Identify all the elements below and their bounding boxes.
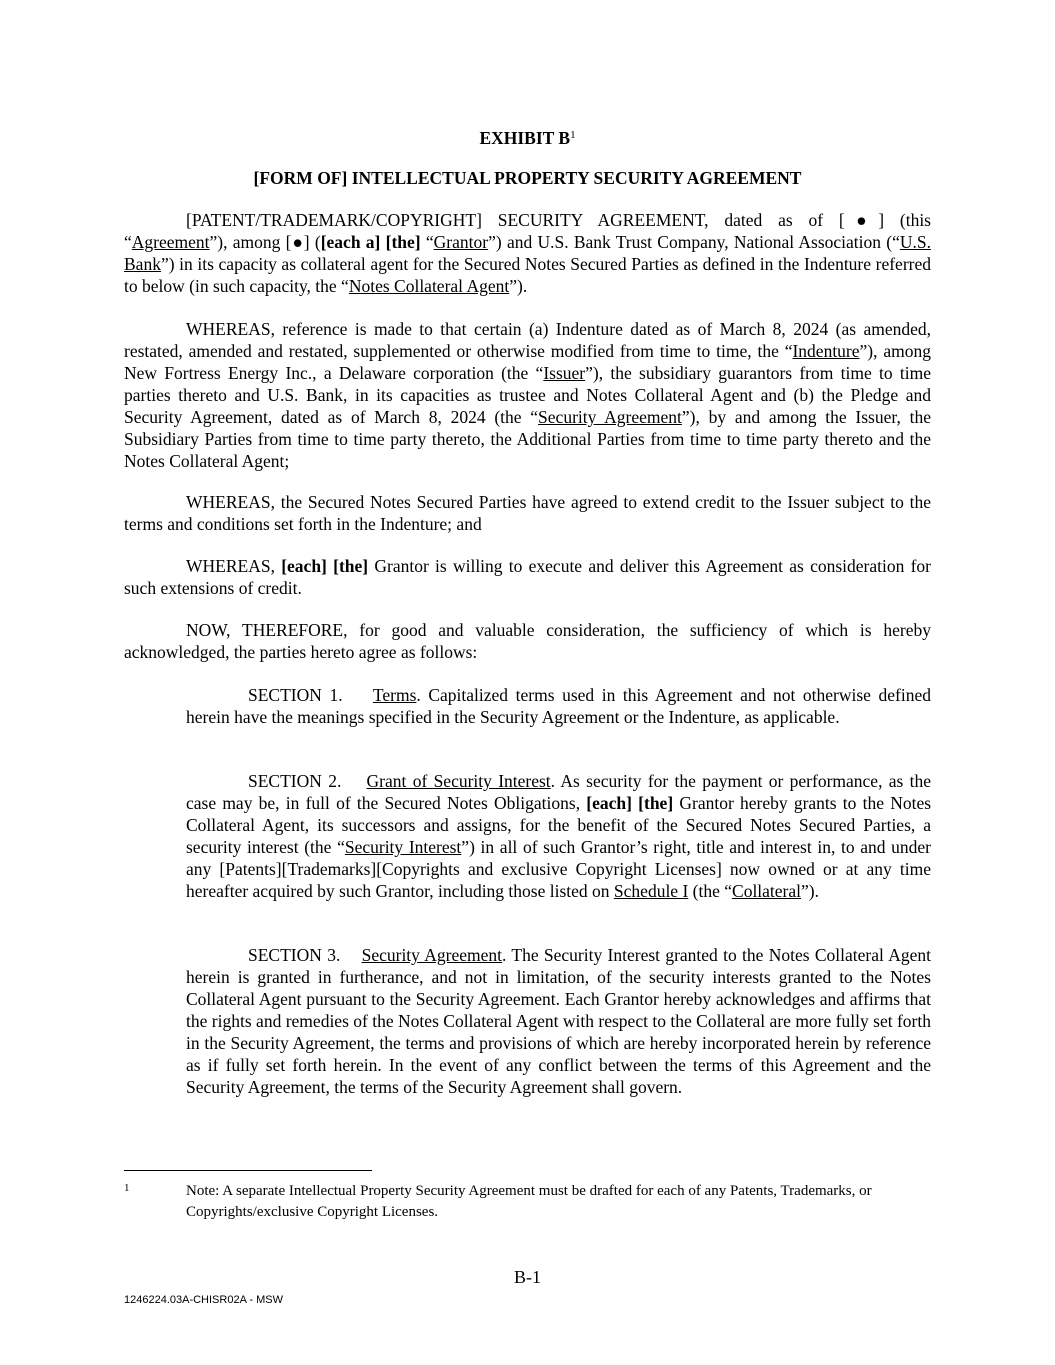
defined-term: Indenture (792, 341, 860, 361)
defined-term: Security Agreement (538, 407, 682, 427)
agreement-title: [FORM OF] INTELLECTUAL PROPERTY SECURITY AGREEMENT (253, 168, 802, 188)
document-id: 1246224.03A-CHISR02A - MSW (124, 1294, 283, 1306)
defined-term: Notes Collateral Agent (348, 276, 510, 296)
preamble-paragraph: [PATENT/TRADEMARK/COPYRIGHT] SECURITY AGREEMENT, dated as of [●] (this “Agreement”), among [●] ([each a] [the] “Grantor”) and U.S. Bank Trust Company, National Association (“U.S. Bank”) in its capacity as collateral agent for the Secured Notes Secured Parties as defined in the Indenture referred to below (in such capacity, the “Notes Collateral Agent”). (124, 210, 931, 296)
section-number: SECTION 2. (248, 771, 342, 791)
section-heading: Terms (372, 685, 417, 705)
footnote-mark: 1 (124, 1182, 130, 1194)
section-2: SECTION 2. Grant of Security Interest. As security for the payment or performance, as the case may be, in full of the Secured Notes Obligations, [each] [the] Grantor hereby grants to the Notes Collateral Agent, its successors and assigns, for the benefit of the Secured Notes Secured Parties, a security interest (the “Security Interest”) in all of such Grantor’s right, title and interest in, to and under any [Patents][Trademarks][Copyrights and exclusive Copyright Licenses] now owned or at any time hereafter acquired by such Grantor, including those listed on Schedule I (the “Collateral”). (186, 771, 932, 901)
section-3: SECTION 3. Security Agreement. The Security Interest granted to the Notes Collateral Agent herein is granted in furtherance, and not in limitation, of the security interests granted to the Notes Collateral Agent pursuant to the Security Agreement. Each Grantor hereby acknowledges and affirms that the rights and remedies of the Notes Collateral Agent with respect to the Collateral are more fully set forth in the Security Agreement, the terms and provisions of which are hereby incorporated herein by reference as if fully set forth herein. In the event of any conflict between the terms of this Agreement and the Security Agreement, the terms of the Security Agreement shall govern. (186, 945, 932, 1097)
whereas-paragraph-2: WHEREAS, the Secured Notes Secured Parties have agreed to extend credit to the Issuer subject to the terms and conditions set forth in the Indenture; and (124, 492, 931, 534)
defined-term: Agreement (131, 232, 210, 252)
whereas-paragraph-1: WHEREAS, reference is made to that certain (a) Indenture dated as of March 8, 2024 (as amended, restated, amended and restated, supplemented or otherwise modified from time to time, the “Indenture”), among New Fortress Energy Inc., a Delaware corporation (the “Issuer”), the subsidiary guarantors from time to time parties thereto and U.S. Bank, in its capacities as trustee and Notes Collateral Agent and (b) the Pledge and Security Agreement, dated as of March 8, 2024 (the “Security Agreement”), by and among the Issuer, the Subsidiary Parties from time to time party thereto, the Additional Parties from time to time party thereto and the Notes Collateral Agent; (124, 319, 931, 471)
footnote-divider (124, 1170, 372, 1171)
section-heading: Security Agreement (361, 945, 503, 965)
defined-term: Grantor (433, 232, 489, 252)
section-number: SECTION 3. (248, 945, 341, 965)
section-1: SECTION 1. Terms. Capitalized terms used in this Agreement and not otherwise defined herein have the meanings specified in the Security Agreement or the Indenture, as applicable. (186, 685, 931, 727)
exhibit-title: EXHIBIT $B^1$ (479, 128, 576, 148)
section-heading: Grant of Security Interest (366, 771, 551, 791)
footnote-text: Note: A separate Intellectual Property Security Agreement must be drafted for each of any Patents, Trademarks, or Copyrights/exclusive Copyright Licenses. (186, 1183, 872, 1220)
footnote-ref: 1 (570, 129, 576, 141)
section-number: SECTION 1. (248, 685, 343, 705)
defined-term: Issuer (543, 363, 586, 383)
defined-term: Collateral (732, 881, 802, 901)
defined-term: U.S. Bank (124, 232, 931, 274)
page-number: B-1 (514, 1267, 541, 1287)
defined-term: Security Interest (344, 837, 462, 857)
whereas-paragraph-3: WHEREAS, [each] [the] Grantor is willing to execute and deliver this Agreement as consideration for such extensions of credit. (124, 556, 931, 598)
now-therefore-paragraph: NOW, THEREFORE, for good and valuable consideration, the sufficiency of which is hereby acknowledged, the parties hereto agree as follows: (124, 620, 931, 662)
schedule-reference: Schedule I (613, 881, 689, 901)
